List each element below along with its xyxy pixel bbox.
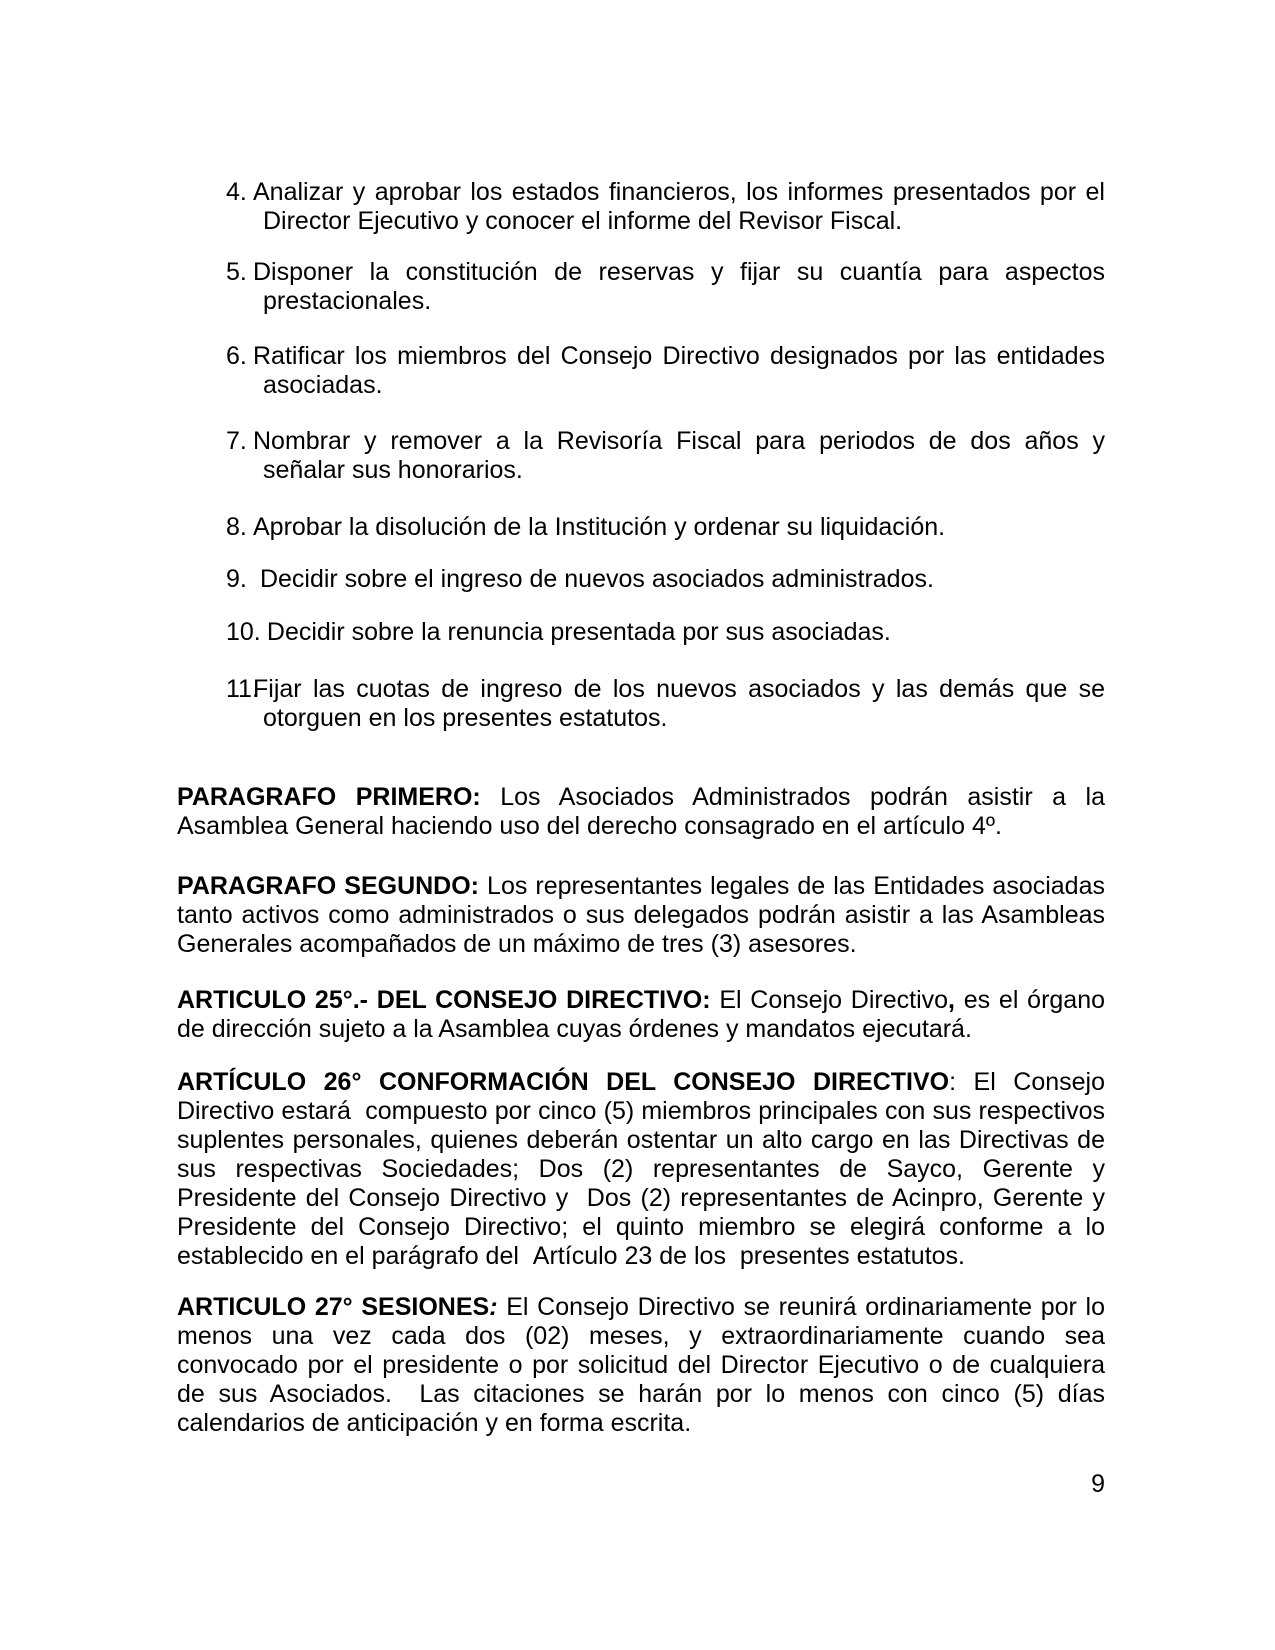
- list-item-text: Decidir sobre la renuncia presentada por sus asociadas.: [253, 618, 891, 646]
- text-run: :: [489, 1293, 498, 1321]
- list-item: [177, 342, 1105, 400]
- list-item-text: Aprobar la disolución de la Institución y ordenar su liquidación.: [253, 513, 946, 541]
- paragraph-articulo-26: [177, 1068, 1105, 1271]
- list-item: [177, 427, 1105, 485]
- text-run: El Consejo Directivo: [710, 986, 949, 1014]
- text-run: : El Consejo Directivo estará compuesto por cinco (5) miembros principales con sus respectivos suplentes personales, quienes deberán ostentar un alto cargo en las Directivas de sus respectivas Sociedades; Dos (2) representantes de Sayco, Gerente y Presidente del Consejo Directivo y Dos (2) representantes de Acinpro, Gerente y Presidente del Consejo Directivo; el quinto miembro se elegirá conforme a lo establecido en el parágrafo del Artículo 23 de los presentes estatutos.: [177, 1068, 1105, 1270]
- list-item-marker: 8.: [226, 513, 247, 541]
- text-run: ARTÍCULO 26° CONFORMACIÓN DEL CONSEJO DIRECTIVO: [177, 1068, 950, 1096]
- text-run: ,: [948, 986, 955, 1014]
- list-item-text: Nombrar y remover a la Revisoría Fiscal para periodos de dos años y señalar sus honorarios.: [253, 427, 1105, 484]
- list-item: [177, 178, 1105, 236]
- list-item-text: Decidir sobre el ingreso de nuevos asociados administrados.: [253, 565, 934, 593]
- text-run: ARTICULO 27° SESIONES: [177, 1293, 490, 1321]
- list-item: [177, 565, 1105, 594]
- list-item-marker: 5.: [226, 258, 247, 286]
- list-item-marker: 4.: [226, 178, 247, 206]
- list-item-text: Analizar y aprobar los estados financieros, los informes presentados por el Director Ejecutivo y conocer el informe del Revisor Fiscal.: [253, 178, 1105, 235]
- list-item-marker: 9.: [226, 565, 247, 593]
- text-run: Los representantes legales de las Entidades asociadas tanto activos como administrados o sus delegados podrán asistir a las Asambleas Generales acompañados de un máximo de tres (3) asesores.: [177, 872, 1105, 958]
- paragraph-articulo-25: [177, 986, 1105, 1044]
- list-item-marker: 10.: [226, 618, 261, 646]
- text-run: PARAGRAFO SEGUNDO:: [177, 872, 480, 900]
- list-item: [177, 675, 1105, 733]
- list-item-marker: 6.: [226, 342, 247, 370]
- list-item: [177, 618, 1105, 647]
- page-number: 9: [1091, 1470, 1105, 1498]
- list-item-text: Fijar las cuotas de ingreso de los nuevos asociados y las demás que se otorguen en los presentes estatutos.: [253, 675, 1105, 732]
- list-item: [177, 258, 1105, 316]
- text-run: ARTICULO 25°.- DEL CONSEJO DIRECTIVO:: [177, 986, 711, 1014]
- text-run: El Consejo Directivo se reunirá ordinariamente por lo menos una vez cada dos (02) meses, y extraordinariamente cuando sea convocado por el presidente o por solicitud del Director Ejecutivo o de cualquiera de sus Asociados. Las citaciones se harán por lo menos con cinco (5) días calendarios de anticipación y en forma escrita.: [177, 1293, 1105, 1437]
- list-item: [177, 513, 1105, 542]
- list-item-marker: 7.: [226, 427, 247, 455]
- text-run: es el órgano de dirección sujeto a la Asamblea cuyas órdenes y mandatos ejecutará.: [177, 986, 1106, 1043]
- text-run: Los Asociados Administrados podrán asistir a la Asamblea General haciendo uso del derecho consagrado en el artículo 4º.: [177, 783, 1105, 840]
- text-run: PARAGRAFO PRIMERO:: [177, 783, 481, 811]
- list-item-marker: 11.: [226, 675, 259, 703]
- paragraph-articulo-27: [177, 1293, 1105, 1438]
- paragraph-paragrafo-primero: [177, 783, 1105, 841]
- list-item-text: Ratificar los miembros del Consejo Directivo designados por las entidades asociadas.: [253, 342, 1105, 399]
- paragraph-paragrafo-segundo: [177, 872, 1105, 959]
- list-item-text: Disponer la constitución de reservas y fijar su cuantía para aspectos prestacionales.: [253, 258, 1105, 315]
